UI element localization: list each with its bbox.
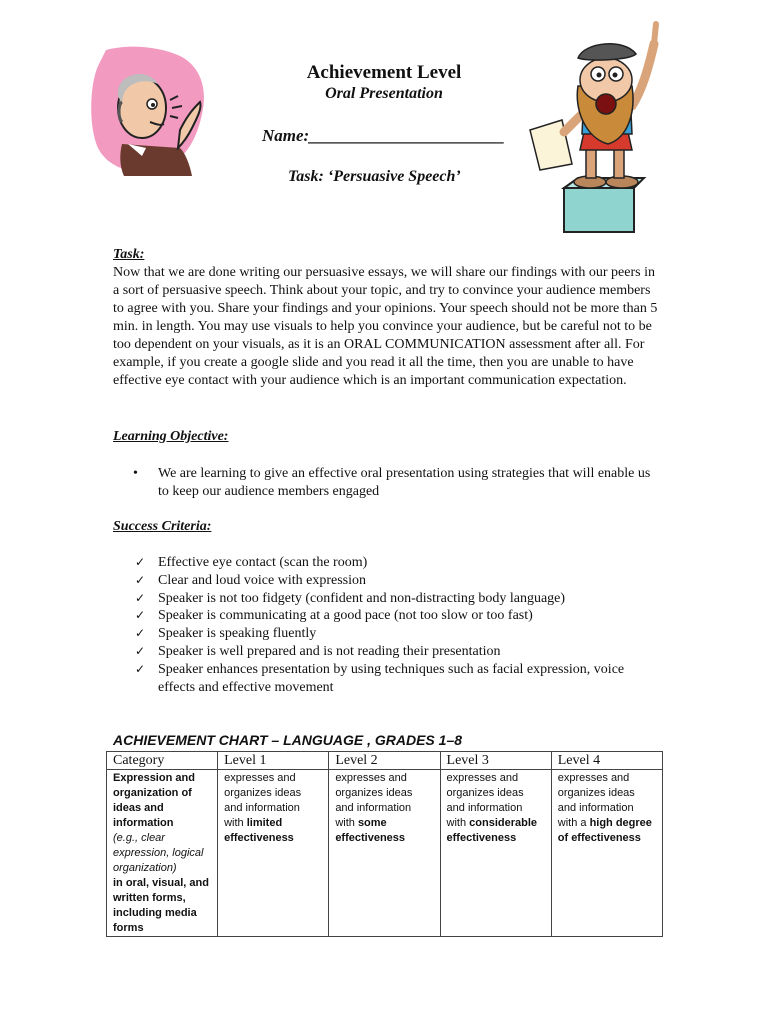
learning-objective-heading: Learning Objective: [113,429,229,444]
task-heading: Task: [113,247,145,262]
task-body: Now that we are done writing our persuasive essays, we will share our findings with our peers in a sort of persuasive speech. Think about your topic, and try to convince your audience members to agree with you. Share your findings and your opinions. Your speech should not be more than 5 min. in length. You may use visuals to help you convince your audience, but be careful not to be too dependent on your visuals, as it is an ORAL COMMUNICATION assessment after all. For example, if you create a google slide and you read it all the time, then you are unable to have effective eye contact with your audience which is an important communication expectation. [113,265,658,388]
bullet-icon: • [133,466,138,481]
table-header-row [107,752,663,770]
list-item: ✓ Speaker is speaking fluently [135,626,317,642]
bearded-orator-illustration [528,20,680,234]
column-header: Level 4 [551,752,662,770]
checkmark-icon: ✓ [135,661,146,676]
list-item: • We are learning to give an effective oral presentation using strategies that will enable us to keep our audience members engaged [133,466,651,499]
list-item: ✓ Speaker is not too fidgety (confident and non-distracting body language) [135,590,566,606]
table-row [107,770,663,937]
list-item: ✓ Effective eye contact (scan the room) [135,555,368,570]
checkmark-icon: ✓ [135,590,146,605]
list-item: ✓ Speaker is well prepared and is not reading their presentation [135,643,501,659]
document-subtitle: Oral Presentation [325,85,443,102]
category-cell: Expression and organization of ideas and information (e.g., clear expression, logical organization) in oral, visual, and written forms, including media forms [107,770,218,937]
checkmark-icon: ✓ [135,643,146,658]
checkmark-icon: ✓ [135,608,146,623]
task-title: Task: ‘Persuasive Speech’ [288,168,461,185]
checkmark-icon: ✓ [135,626,146,641]
column-header: Level 1 [218,752,329,770]
success-criteria-list [113,554,658,696]
column-header: Level 2 [329,752,440,770]
name-field-line: Name:_______________________ [262,126,505,145]
list-item: ✓ Speaker is communicating at a good pace (not too slow or too fast) [135,608,533,624]
level-4-cell: expresses and organizes ideas and information with a high degree of effectiveness [551,770,662,937]
checkmark-icon: ✓ [135,572,146,587]
level-3-cell: expresses and organizes ideas and information with considerable effectiveness [440,770,551,937]
achievement-chart-title: ACHIEVEMENT CHART – LANGUAGE , GRADES 1–8 [113,732,463,748]
column-header: Category [107,752,218,770]
list-item: ✓ Speaker enhances presentation by using techniques such as facial expression, voice effects and effective movement [135,661,625,695]
document-title: Achievement Level [306,62,462,83]
checkmark-icon: ✓ [135,555,146,569]
list-item: ✓ Clear and loud voice with expression [135,572,367,588]
achievement-chart-table [106,751,663,937]
learning-objective-list [113,465,658,501]
column-header: Level 3 [440,752,551,770]
level-2-cell: expresses and organizes ideas and information with some effectiveness [329,770,440,937]
success-criteria-heading: Success Criteria: [113,519,212,534]
level-1-cell: expresses and organizes ideas and information with limited effectiveness [218,770,329,937]
